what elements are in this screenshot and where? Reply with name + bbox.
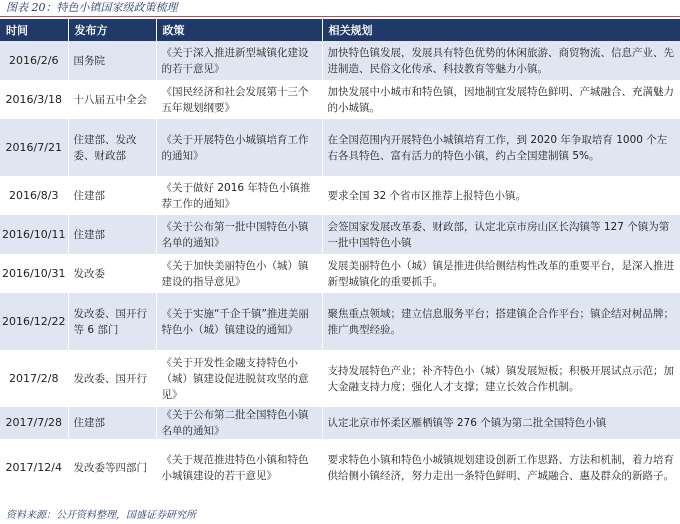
cell-policy: 《关于加快美丽特色小（城）镇建设的指导意见》: [156, 254, 322, 293]
cell-date: 2016/8/3: [9, 188, 59, 202]
table-row: [0, 407, 680, 439]
table-row: [0, 176, 680, 215]
header-date: 时间: [6, 24, 28, 37]
caption-divider: [0, 16, 680, 17]
cell-plan: 会签国家发展改革委、财政部，认定北京市房山区长沟镇等 127 个镇为第一批中国特色小镇: [322, 215, 680, 254]
source-note: 资料来源：公开资料整理，国盛证券研究所: [6, 510, 196, 521]
cell-policy: 《关于规范推进特色小镇和特色小城镇建设的若干意见》: [156, 439, 322, 496]
cell-publisher: 住建部、发改委、财政部: [68, 119, 156, 176]
cell-policy: 《关于开发性金融支持特色小（城）镇建设促进脱贫攻坚的意见》: [156, 350, 322, 407]
figure-caption: 图表 20：特色小镇国家级政策梳理: [6, 1, 178, 14]
cell-policy: 《关于公布第一批中国特色小镇名单的通知》: [156, 215, 322, 254]
table-row: [0, 439, 680, 496]
table-row: [0, 293, 680, 350]
table-row: [0, 41, 680, 80]
cell-date: 2016/2/6: [9, 53, 59, 67]
cell-policy: 《关于公布第二批全国特色小镇名单的通知》: [156, 407, 322, 439]
cell-policy: 《关于开展特色小城镇培育工作的通知》: [156, 119, 322, 176]
header-plan: 相关规划: [322, 19, 680, 41]
cell-publisher: 国务院: [68, 41, 156, 80]
cell-publisher: 住建部: [68, 176, 156, 215]
cell-policy: 《国民经济和社会发展第十三个五年规划纲要》: [156, 80, 322, 119]
cell-plan: 发展美丽特色小（城）镇是推进供给侧结构性改革的重要平台，是深入推进新型城镇化的重要抓手。: [322, 254, 680, 293]
table-row: [0, 215, 680, 254]
cell-date: 2016/10/11: [2, 227, 66, 241]
cell-date: 2016/12/22: [2, 314, 66, 328]
cell-plan: 要求特色小镇和特色小城镇规划建设创新工作思路、方法和机制，着力培育供给侧小镇经济，努力走出一条特色鲜明、产城融合、惠及群众的新路子。: [322, 439, 680, 496]
table-row: [0, 119, 680, 176]
cell-publisher: 住建部: [68, 407, 156, 439]
cell-date: 2016/3/18: [5, 92, 62, 106]
cell-plan: 加快发展中小城市和特色镇，因地制宜发展特色鲜明、产城融合、充满魅力的小城镇。: [322, 80, 680, 119]
cell-plan: 要求全国 32 个省市区推荐上报特色小镇。: [322, 176, 680, 215]
cell-date: 2017/2/8: [9, 371, 59, 385]
cell-policy: 《关于做好 2016 年特色小镇推荐工作的通知》: [156, 176, 322, 215]
cell-policy: 《关于实施“千企千镇”推进美丽特色小（城）镇建设的通知》: [156, 293, 322, 350]
policy-table: [0, 19, 680, 496]
cell-publisher: 发改委、国开行等 6 部门: [68, 293, 156, 350]
cell-plan: 加快特色镇发展，发展具有特色优势的休闲旅游、商贸物流、信息产业、先进制造、民俗文化传承、科技教育等魅力小镇。: [322, 41, 680, 80]
cell-publisher: 发改委等四部门: [68, 439, 156, 496]
header-policy: 政策: [156, 19, 322, 41]
cell-publisher: 发改委、国开行: [68, 350, 156, 407]
cell-publisher: 住建部: [68, 215, 156, 254]
cell-policy: 《关于深入推进新型城镇化建设的若干意见》: [156, 41, 322, 80]
cell-plan: 认定北京市怀柔区雁栖镇等 276 个镇为第二批全国特色小镇: [322, 407, 680, 439]
table-header-row: [0, 19, 680, 41]
table-row: [0, 254, 680, 293]
cell-date: 2017/12/4: [5, 460, 62, 474]
cell-date: 2017/7/28: [5, 416, 62, 429]
cell-publisher: 发改委: [68, 254, 156, 293]
cell-plan: 聚焦重点领域；建立信息服务平台；搭建镇企合作平台；镇企结对树品牌；推广典型经验。: [322, 293, 680, 350]
cell-date: 2016/10/31: [2, 266, 66, 280]
header-publisher: 发布方: [68, 19, 156, 41]
cell-plan: 支持发展特色产业；补齐特色小（城）镇发展短板；积极开展试点示范；加大金融支持力度；强化人才支撑；建立长效合作机制。: [322, 350, 680, 407]
cell-date: 2016/7/21: [5, 140, 62, 154]
table-row: [0, 350, 680, 407]
cell-plan: 在全国范围内开展特色小城镇培育工作，到 2020 年争取培育 1000 个左右各具特色、富有活力的特色小镇，约占全国建制镇 5%。: [322, 119, 680, 176]
table-row: [0, 80, 680, 119]
cell-publisher: 十八届五中全会: [68, 80, 156, 119]
